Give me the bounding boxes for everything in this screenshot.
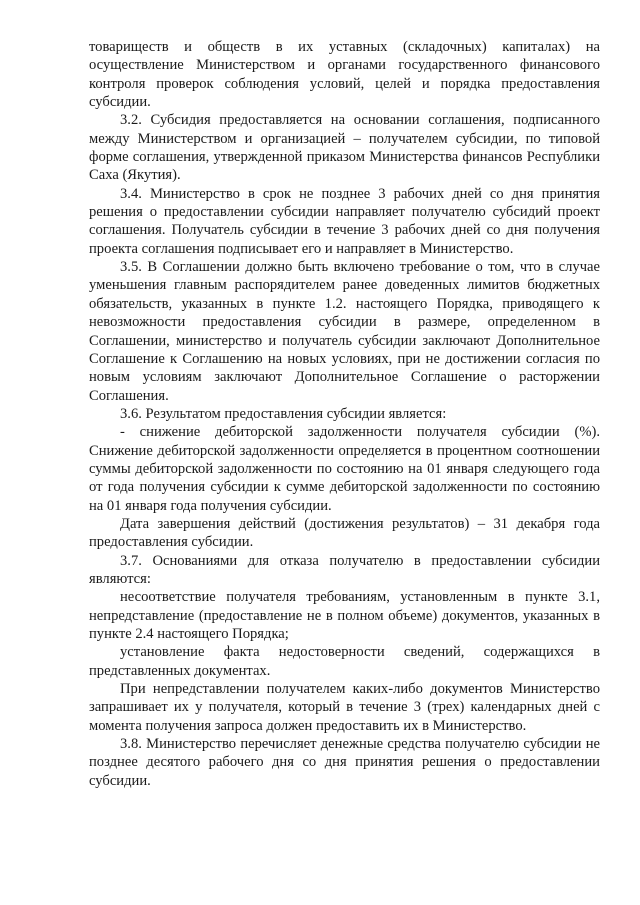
paragraph-3-4: 3.4. Министерство в срок не позднее 3 рабочих дней со дня принятия решения о предоставлении субсидии направляет получателю субсидий проект соглашения. Получатель субсидии в течение 3 рабочих дней со дня получения проекта соглашения подписывает его и направляет в Министерство. xyxy=(89,185,600,257)
paragraph-3-7: 3.7. Основаниями для отказа получателю в предоставлении субсидии являются: xyxy=(89,552,600,587)
paragraph-continuation: товариществ и обществ в их уставных (складочных) капиталах) на осуществление Министерством и органами государственного финансового контроля проверок соблюдения условий, целей и порядка предоставления субсидии. xyxy=(89,39,600,111)
paragraph-3-6-result-item: - снижение дебиторской задолженности получателя субсидии (%). Снижение дебиторской задолженности определяется в процентном соотношении суммы дебиторской задолженности по состоянию на 01 января следующего года от года получения субсидии к сумме дебиторской задолженности по состоянию на 01 января года получения субсидии. xyxy=(89,424,600,514)
paragraph-3-7-missing-documents: При непредставлении получателем каких-либо документов Министерство запрашивает их у получателя, который в течение 3 (трех) календарных дней с момента получения запроса должен предоставить их в Министерство. xyxy=(89,681,600,734)
paragraph-3-7-ground-nonconformity: несоответствие получателя требованиям, установленным в пункте 3.1, непредставление (предоставление не в полном объеме) документов, указанных в пункте 2.4 настоящего Порядка; xyxy=(89,589,600,642)
paragraph-3-7-ground-false-info: установление факта недостоверности сведений, содержащихся в представленных документах. xyxy=(89,644,600,679)
paragraph-3-2: 3.2. Субсидия предоставляется на основании соглашения, подписанного между Министерством и организацией – получателем субсидии, по типовой форме соглашения, утвержденной приказом Министерства финансов Республики Саха (Якутия). xyxy=(89,112,600,184)
paragraph-3-8: 3.8. Министерство перечисляет денежные средства получателю субсидии не позднее десятого рабочего дня со дня принятия решения о предоставлении субсидии. xyxy=(89,736,600,789)
paragraph-3-5: 3.5. В Соглашении должно быть включено требование о том, что в случае уменьшения главным распорядителем ранее доведенных лимитов бюджетных обязательств, указанных в пункте 1.2. настоящего Порядка, приводящего к невозможности предоставления субсидии в размере, определенном в Соглашении, министерство и получатель субсидии заключают Дополнительное Соглашение к Соглашению на новых условиях, при не достижении согласия по новым условиям заключают Дополнительное Соглашение о расторжении Соглашения. xyxy=(89,259,600,404)
paragraph-3-6: 3.6. Результатом предоставления субсидии является: xyxy=(120,405,447,422)
paragraph-3-6-completion-date: Дата завершения действий (достижения результатов) – 31 декабря года предоставления субсидии. xyxy=(89,515,600,551)
